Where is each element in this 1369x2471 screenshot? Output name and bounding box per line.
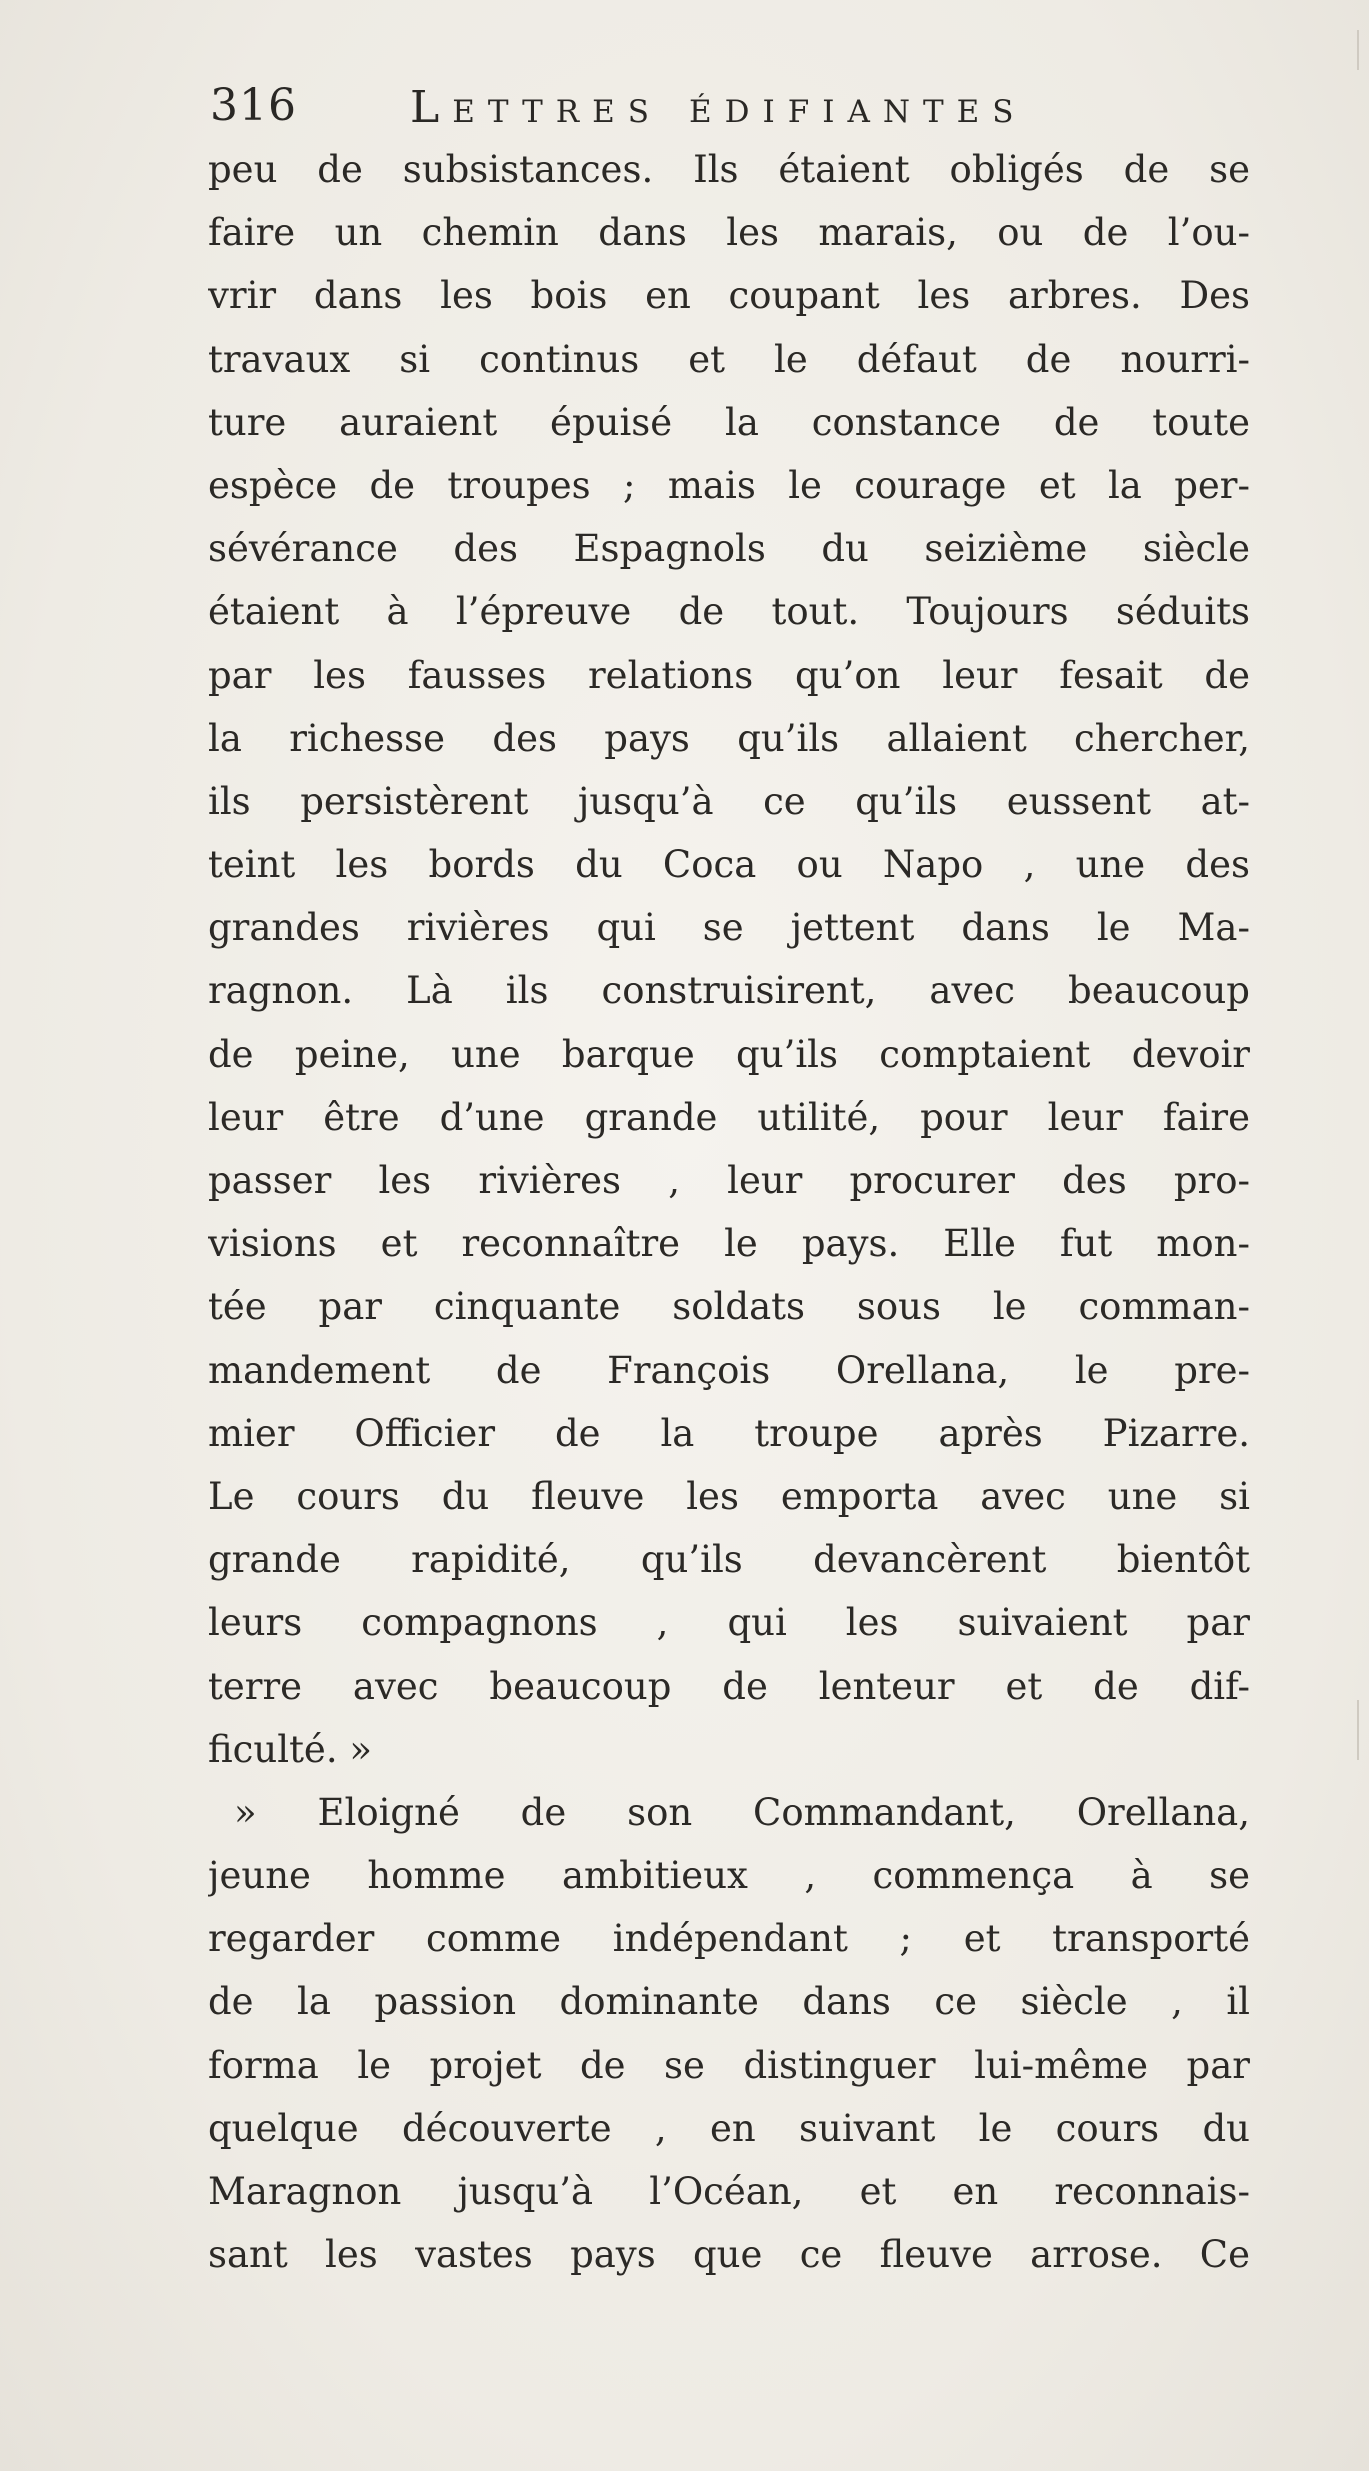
text-line: Maragnon jusqu’à l’Océan, et en reconnais- <box>208 2170 1250 2213</box>
text-line: ture auraient épuisé la constance de toute <box>208 400 1250 444</box>
text-line: ragnon. Là ils construisirent, avec beaucoup <box>208 969 1250 1013</box>
text-line: peu de subsistances. Ils étaient obligés de se <box>208 148 1250 191</box>
text-line: passer les rivières , leur procurer des pro- <box>208 1159 1250 1202</box>
text-line: vrir dans les bois en coupant les arbres. Des <box>208 274 1250 318</box>
text-line: travaux si continus et le défaut de nourri- <box>208 337 1250 381</box>
text-line: forma le projet de se distinguer lui-même par <box>208 2043 1250 2087</box>
text-line: Le cours du fleuve les emporta avec une si <box>208 1474 1250 1518</box>
text-line: étaient à l’épreuve de tout. Toujours séduits <box>208 590 1250 634</box>
page-edge-mark <box>1357 1700 1359 1760</box>
text-line: sévérance des Espagnols du seizième siècle <box>208 527 1250 571</box>
text-line: mier Officier de la troupe après Pizarre. <box>208 1411 1250 1455</box>
text-line: » Eloigné de son Commandant, Orellana, <box>234 1790 1250 1834</box>
text-line: tée par cinquante soldats sous le comman- <box>208 1285 1250 1329</box>
text-line: regarder comme indépendant ; et transporté <box>208 1917 1250 1961</box>
text-line: sant les vastes pays que ce fleuve arrose. Ce <box>208 2233 1250 2277</box>
text-line: leurs compagnons , qui les suivaient par <box>208 1601 1250 1645</box>
text-line: la richesse des pays qu’ils allaient chercher, <box>208 716 1250 760</box>
page-number: 316 <box>210 80 297 131</box>
text-line: ils persistèrent jusqu’à ce qu’ils eussent at- <box>208 779 1250 823</box>
text-line: grandes rivières qui se jettent dans le Ma- <box>208 906 1250 950</box>
text-line: jeune homme ambitieux , commença à se <box>208 1854 1250 1898</box>
text-line: quelque découverte , en suivant le cours du <box>208 2106 1250 2150</box>
text-line: par les fausses relations qu’on leur fesait de <box>208 653 1250 697</box>
running-title: Lettres édifiantes <box>410 82 1027 133</box>
text-line: visions et reconnaître le pays. Elle fut mon- <box>208 1222 1250 1266</box>
text-line: faire un chemin dans les marais, ou de l’ou- <box>208 211 1250 255</box>
text-line: ficulté. » <box>208 1727 372 1771</box>
text-line: espèce de troupes ; mais le courage et la per- <box>208 463 1250 507</box>
body-text <box>208 138 1250 2286</box>
text-line: de la passion dominante dans ce siècle , il <box>208 1980 1250 2024</box>
text-line: leur être d’une grande utilité, pour leur faire <box>208 1095 1250 1139</box>
page-edge-mark <box>1357 30 1359 70</box>
text-line: de peine, une barque qu’ils comptaient devoir <box>208 1032 1250 1076</box>
text-line: grande rapidité, qu’ils devancèrent bientôt <box>208 1538 1250 1582</box>
text-line: mandement de François Orellana, le pre- <box>208 1348 1250 1392</box>
text-line: teint les bords du Coca ou Napo , une des <box>208 843 1250 887</box>
text-line: terre avec beaucoup de lenteur et de dif- <box>208 1664 1250 1708</box>
